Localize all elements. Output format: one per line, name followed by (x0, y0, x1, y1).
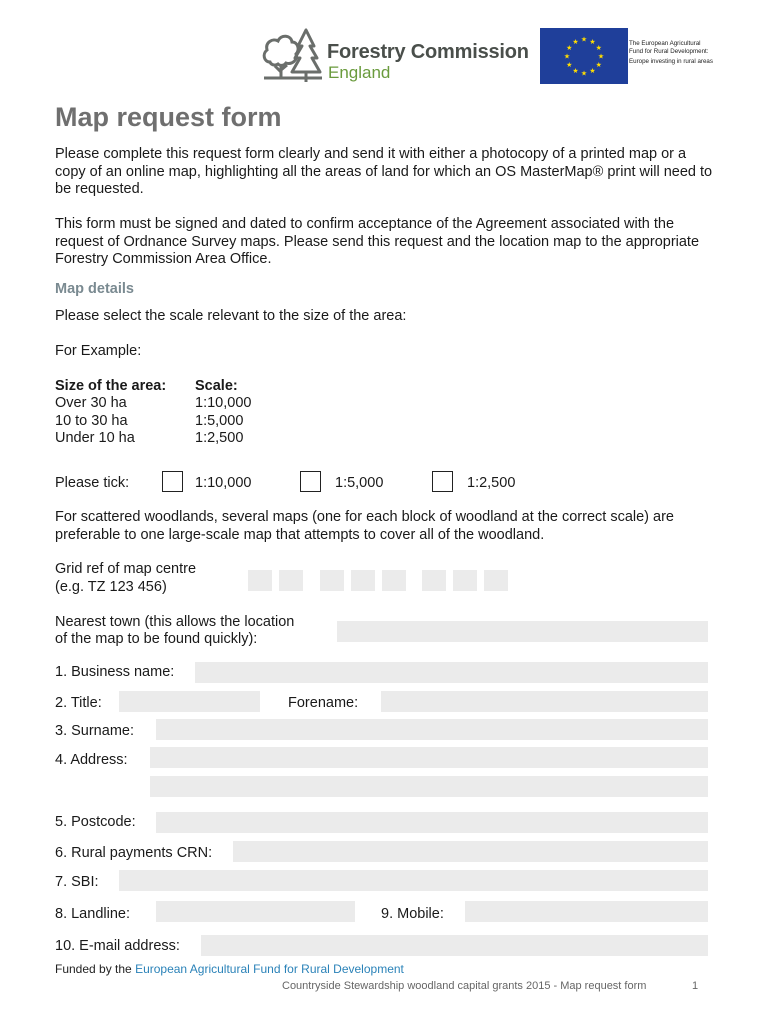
eu-star-icon: ★ (595, 61, 602, 69)
org-name: Forestry Commission (327, 41, 529, 63)
document-title-footer: Countryside Stewardship woodland capital grants 2015 - Map request form (282, 980, 647, 992)
scale-instruction: Please select the scale relevant to the size of the area: (55, 308, 407, 324)
scale-10000-checkbox[interactable] (162, 471, 183, 492)
email-field[interactable] (201, 935, 708, 956)
eu-star-icon: ★ (597, 52, 605, 61)
table-cell-scale: 1:10,000 (195, 395, 252, 411)
grid-ref-letter-1[interactable] (248, 570, 272, 591)
table-header-area: Size of the area: (55, 378, 167, 394)
surname-label: 3. Surname: (55, 723, 134, 739)
title-label: 2. Title: (55, 695, 102, 711)
table-cell-scale: 1:2,500 (195, 430, 244, 446)
eu-star-icon: ★ (566, 44, 573, 52)
grid-ref-label: Grid ref of map centre (55, 561, 197, 577)
for-example-label: For Example: (55, 343, 142, 359)
grid-ref-easting-2[interactable] (351, 570, 375, 591)
scale-5000-checkbox[interactable] (300, 471, 321, 492)
scale-2500-checkbox[interactable] (432, 471, 453, 492)
table-cell-scale: 1:5,000 (195, 413, 244, 429)
eu-text-line3: Europe investing in rural areas (629, 57, 713, 65)
tick-label: Please tick: (55, 475, 130, 491)
eu-text-line2: Fund for Rural Development: (629, 47, 709, 55)
mobile-field[interactable] (465, 901, 708, 922)
postcode-label: 5. Postcode: (55, 814, 136, 830)
nearest-town-label-cont: of the map to be found quickly): (55, 631, 258, 647)
eu-star-icon: ★ (563, 52, 571, 61)
page-number: 1 (692, 980, 699, 992)
scale-10000-label: 1:10,000 (195, 475, 252, 491)
address-label: 4. Address: (55, 752, 128, 768)
org-region: England (328, 63, 391, 82)
nearest-town-field[interactable] (337, 621, 708, 642)
email-label: 10. E-mail address: (55, 938, 180, 954)
grid-ref-easting-3[interactable] (382, 570, 406, 591)
sbi-label: 7. SBI: (55, 874, 99, 890)
crn-label: 6. Rural payments CRN: (55, 845, 213, 861)
fund-name: European Agricultural Fund for Rural Development (135, 962, 404, 976)
eu-star-icon: ★ (580, 35, 588, 44)
eu-star-icon: ★ (580, 69, 588, 78)
table-cell-area: 10 to 30 ha (55, 413, 128, 429)
surname-field[interactable] (156, 719, 708, 740)
table-cell-area: Over 30 ha (55, 395, 127, 411)
eu-star-icon: ★ (572, 67, 579, 76)
forestry-commission-tree-icon (262, 28, 324, 84)
postcode-field[interactable] (156, 812, 708, 833)
forename-label: Forename: (288, 695, 359, 711)
scale-5000-label: 1:5,000 (335, 475, 384, 491)
nearest-town-label: Nearest town (this allows the location (55, 614, 295, 630)
grid-ref-northing-1[interactable] (422, 570, 446, 591)
eu-star-icon: ★ (566, 61, 573, 69)
title-field[interactable] (119, 691, 260, 712)
landline-field[interactable] (156, 901, 355, 922)
grid-ref-example: (e.g. TZ 123 456) (55, 579, 167, 595)
sbi-field[interactable] (119, 870, 708, 891)
forename-field[interactable] (381, 691, 708, 712)
funded-by-prefix: Funded by the (55, 962, 136, 976)
grid-ref-easting-1[interactable] (320, 570, 344, 591)
address-line-2-field[interactable] (150, 776, 708, 797)
eu-star-icon: ★ (589, 67, 596, 76)
business-name-field[interactable] (195, 662, 708, 683)
landline-label: 8. Landline: (55, 906, 130, 922)
intro-paragraph-1: Please complete this request form clearly and send it with either a photocopy of a printed map or a copy of an online map, highlighting all the areas of land for which an OS MasterMap® print will need to be requested. (55, 146, 713, 197)
eu-flag-icon (540, 28, 628, 84)
intro-paragraph-2: This form must be signed and dated to confirm acceptance of the Agreement associated with the request of Ordnance Survey maps. Please send this request and the location map to the appropriate Forestry Commission Area Office. (55, 216, 700, 267)
eu-star-icon: ★ (589, 37, 596, 46)
eu-funding-text (629, 40, 719, 65)
eu-text-line1: The European Agricultural (629, 40, 701, 47)
table-header-scale: Scale: (195, 378, 238, 394)
business-name-label: 1. Business name: (55, 664, 175, 680)
scale-2500-label: 1:2,500 (467, 475, 516, 491)
grid-ref-letter-2[interactable] (279, 570, 303, 591)
eu-star-icon: ★ (595, 44, 602, 52)
scattered-woodlands-note: For scattered woodlands, several maps (one for each block of woodland at the correct scale) are preferable to one large-scale map that attempts to cover all of the woodland. (55, 509, 674, 543)
crn-field[interactable] (233, 841, 708, 862)
eu-star-icon: ★ (572, 37, 579, 46)
grid-ref-northing-3[interactable] (484, 570, 508, 591)
grid-ref-northing-2[interactable] (453, 570, 477, 591)
address-line-1-field[interactable] (150, 747, 708, 768)
mobile-label: 9. Mobile: (381, 906, 444, 922)
funded-by-text (55, 962, 404, 976)
section-heading-map-details: Map details (55, 281, 134, 297)
table-cell-area: Under 10 ha (55, 430, 135, 446)
page-title: Map request form (55, 102, 282, 132)
